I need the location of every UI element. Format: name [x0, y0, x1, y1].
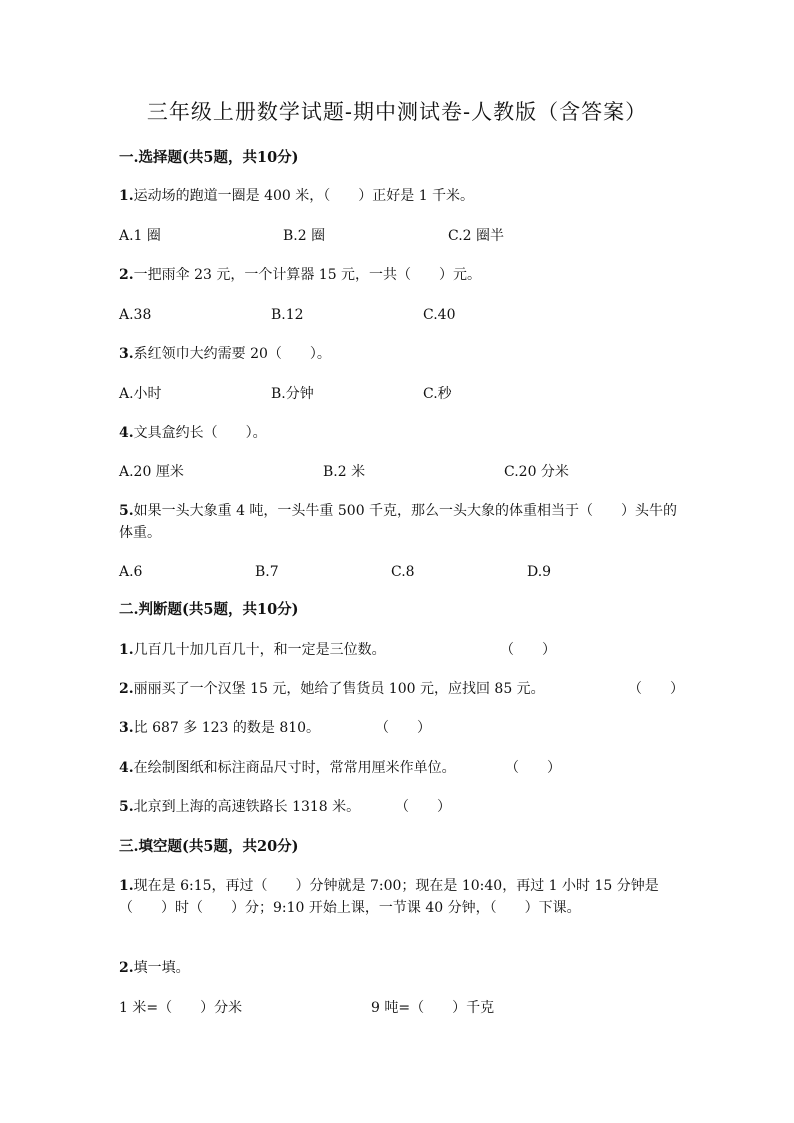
question-text: 几百几十加几百几十，和一定是三位数。 [133, 642, 386, 658]
option-c: C.20 分米 [504, 464, 569, 480]
question-number: 2. [119, 681, 134, 697]
question-text: 填一填。 [133, 960, 190, 976]
question-number: 1. [119, 878, 134, 894]
question-number: 1. [119, 642, 134, 658]
question-number: 2. [119, 267, 134, 283]
question-text: 系红领巾大约需要 20（ ）。 [133, 346, 331, 362]
answer-blank[interactable]: （ ） [505, 760, 561, 776]
question-number: 5. [119, 503, 134, 519]
question-1-4 [119, 423, 267, 443]
question-text: 比 687 多 123 的数是 810。 [133, 720, 321, 736]
question-text: 现在是 6:15，再过（ ）分钟就是 7:00；现在是 10:40，再过 1 小时 15 分钟是（ ）时（ ）分；9:10 开始上课，一节课 40 分钟，（ ）下课。 [119, 878, 659, 916]
question-number: 5. [119, 799, 134, 815]
question-1-1 [119, 186, 474, 206]
section-heading-choice: 一.选择题(共5题，共10分) [119, 149, 299, 166]
question-2-1 [119, 640, 386, 660]
question-text: 如果一头大象重 4 吨，一头牛重 500 千克，那么一头大象的体重相当于（ ）头牛的体重。 [119, 503, 678, 541]
option-a: A.小时 [119, 386, 162, 402]
question-3-1 [119, 876, 679, 919]
option-d: D.9 [527, 564, 552, 580]
question-2-2 [119, 679, 545, 699]
question-text: 运动场的跑道一圈是 400 米，（ ）正好是 1 千米。 [133, 188, 475, 204]
fill-item: 9 吨=（ ）千克 [371, 1000, 495, 1016]
question-text: 北京到上海的高速铁路长 1318 米。 [133, 799, 361, 815]
answer-blank[interactable]: （ ） [500, 642, 556, 658]
question-text: 一把雨伞 23 元，一个计算器 15 元，一共（ ）元。 [133, 267, 482, 283]
option-a: A.6 [119, 564, 143, 580]
question-3-2 [119, 958, 190, 978]
option-a: A.38 [119, 307, 152, 323]
question-number: 3. [119, 346, 134, 362]
answer-blank[interactable]: （ ） [375, 720, 431, 736]
question-2-4 [119, 758, 456, 778]
option-a: A.1 圈 [119, 228, 161, 244]
question-2-3 [119, 718, 320, 738]
option-b: B.分钟 [271, 386, 314, 402]
question-text: 丽丽买了一个汉堡 15 元，她给了售货员 100 元，应找回 85 元。 [133, 681, 545, 697]
page-title: 三年级上册数学试题-期中测试卷-人教版（含答案） [146, 100, 648, 124]
option-a: A.20 厘米 [119, 464, 184, 480]
question-number: 2. [119, 960, 134, 976]
section-heading-fill: 三.填空题(共5题，共20分) [119, 838, 299, 855]
section-heading-judge: 二.判断题(共5题，共10分) [119, 601, 299, 618]
question-number: 4. [119, 760, 134, 776]
question-number: 4. [119, 425, 134, 441]
option-c: C.40 [423, 307, 456, 323]
question-1-2 [119, 265, 481, 285]
question-1-5 [119, 501, 679, 544]
answer-blank[interactable]: （ ） [395, 799, 451, 815]
question-text: 在绘制图纸和标注商品尺寸时，常常用厘米作单位。 [133, 760, 456, 776]
option-b: B.7 [255, 564, 279, 580]
fill-item: 1 米=（ ）分米 [119, 1000, 243, 1016]
question-number: 1. [119, 188, 134, 204]
answer-blank[interactable]: （ ） [628, 681, 684, 697]
option-c: C.8 [391, 564, 415, 580]
option-c: C.2 圈半 [448, 228, 505, 244]
option-b: B.12 [271, 307, 304, 323]
option-b: B.2 圈 [283, 228, 326, 244]
question-2-5 [119, 797, 360, 817]
question-number: 3. [119, 720, 134, 736]
question-1-3 [119, 344, 331, 364]
option-b: B.2 米 [323, 464, 366, 480]
option-c: C.秒 [423, 386, 452, 402]
question-text: 文具盒约长（ ）。 [133, 425, 267, 441]
